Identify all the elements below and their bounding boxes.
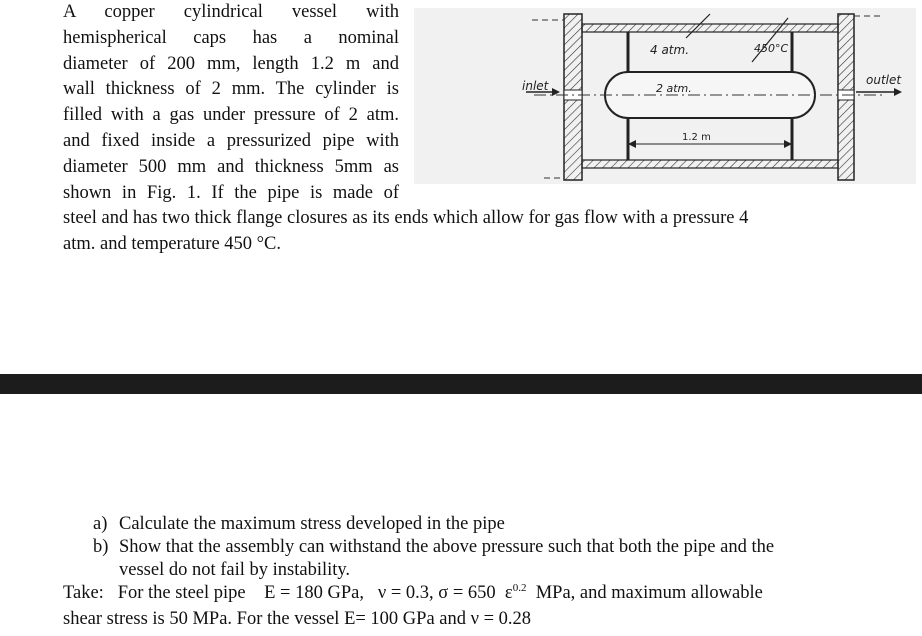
page-separator: [0, 374, 922, 394]
question-marker: a): [93, 514, 108, 534]
intro-line: and fixed inside a pressurized pipe with: [63, 130, 399, 151]
question-text: Calculate the maximum stress developed in the pipe: [119, 514, 505, 534]
pipe-top-wall: [582, 24, 838, 32]
continuation-line: steel and has two thick flange closures as its ends which allow for gas flow with a pressure 4: [63, 208, 749, 228]
intro-line: diameter of 200 mm, length 1.2 m and: [63, 53, 399, 74]
given-line-1: [63, 582, 763, 604]
question-marker: b): [93, 537, 109, 557]
intro-line: A copper cylindrical vessel with: [63, 2, 399, 22]
question-b-continued: vessel do not fail by instability.: [119, 560, 351, 580]
intro-line: hemispherical caps has a nominal: [63, 27, 399, 48]
pipe-bottom-wall: [582, 160, 838, 168]
outlet-label: outlet: [866, 73, 902, 87]
given-suffix: MPa, and maximum allowable: [526, 583, 763, 604]
question-text: Show that the assembly can withstand the above pressure such that both the pipe and the: [119, 537, 775, 557]
intro-line: shown in Fig. 1. If the pipe is made of: [63, 182, 399, 203]
question-b: [93, 536, 774, 559]
outer-pressure-label: 4 atm.: [650, 43, 690, 57]
temperature-label: 450°C: [754, 42, 789, 55]
strain-exponent: 0.2: [512, 582, 527, 594]
length-label: 1.2 m: [682, 132, 711, 143]
pipe-vessel-sketch: [414, 8, 916, 184]
intro-line: diameter 500 mm and thickness 5mm as: [63, 156, 399, 177]
figure-1: [414, 8, 916, 184]
intro-line: wall thickness of 2 mm. The cylinder is: [63, 79, 399, 100]
continuation-line: atm. and temperature 450 °C.: [63, 234, 282, 254]
given-line-2: shear stress is 50 MPa. For the vessel E= 100 GPa and ν = 0.28: [63, 609, 532, 629]
inlet-label: inlet: [522, 79, 549, 93]
problem-intro: [63, 0, 399, 206]
intro-line: filled with a gas under pressure of 2 atm.: [63, 105, 399, 126]
inner-pressure-label: 2 atm.: [656, 82, 692, 95]
question-a: [93, 513, 505, 536]
given-prefix: Take: For the steel pipe E = 180 GPa, ν = 0.3, σ = 650 ε: [63, 583, 513, 604]
